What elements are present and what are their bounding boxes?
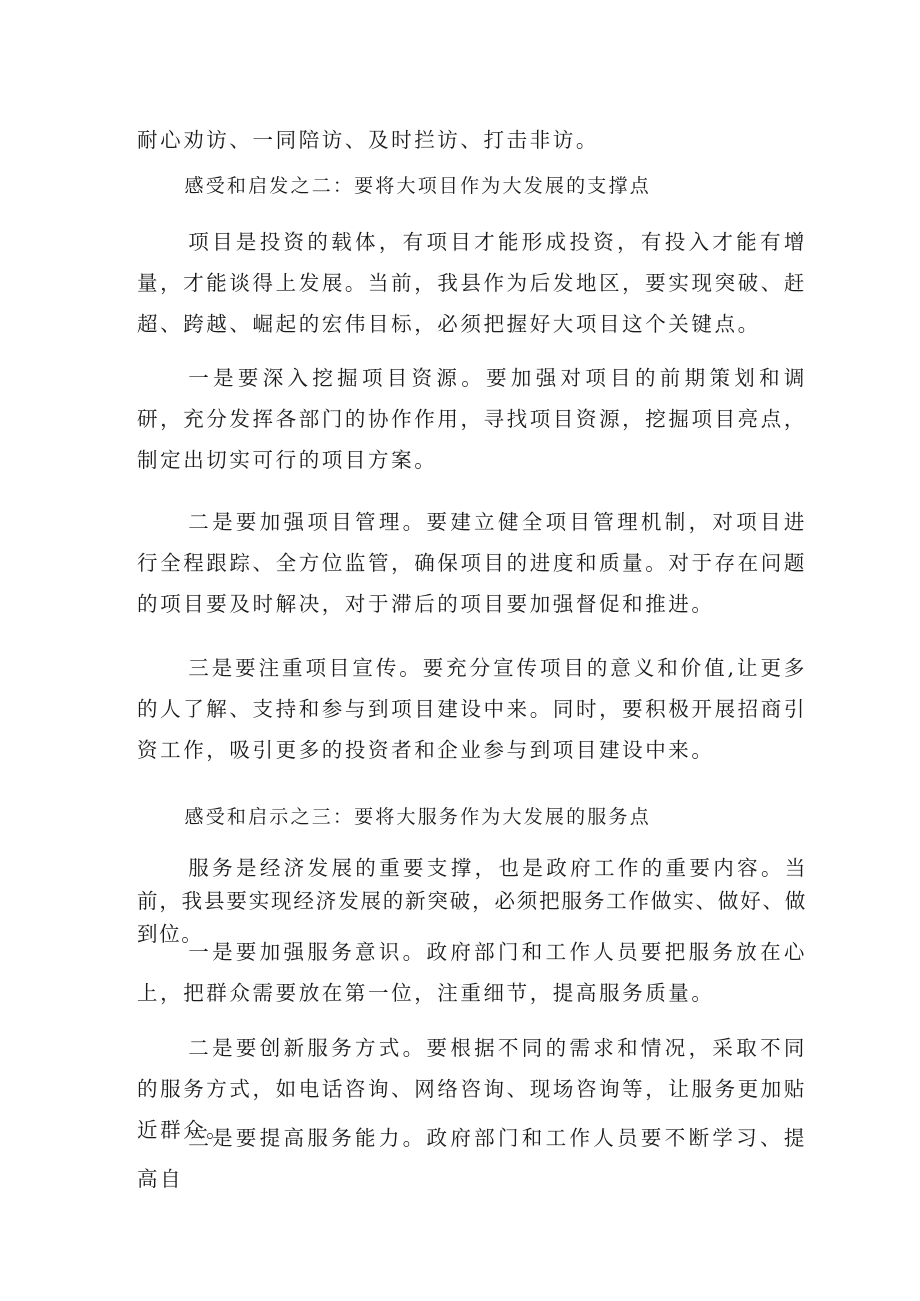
paragraph-project-intro: 项目是投资的载体，有项目才能形成投资，有投入才能有增量，才能谈得上发展。当前，我县作为后发地区，要实现突破、赶超、跨越、崛起的宏伟目标，必须把握好大项目这个关键点。 bbox=[137, 230, 807, 336]
paragraph-service-point-3: 三是要提高服务能力。政府部门和工作人员要不断学习、提高自 bbox=[137, 1126, 807, 1191]
paragraph-continuation: 耐心劝访、一同陪访、及时拦访、打击非访。 bbox=[137, 128, 599, 152]
paragraph-service-intro: 服务是经济发展的重要支撑，也是政府工作的重要内容。当前，我县要实现经济发展的新突破，必须把服务工作做实、做好、做到位。 bbox=[137, 856, 807, 946]
paragraph-service-point-2: 二是要创新服务方式。要根据不同的需求和情况，采取不同的服务方式，如电话咨询、网络咨询、现场咨询等，让服务更加贴近群众。 bbox=[137, 1036, 807, 1142]
section-heading-2: 感受和启发之二：要将大项目作为大发展的支撑点 bbox=[184, 175, 651, 197]
section-heading-3: 感受和启示之三：要将大服务作为大发展的服务点 bbox=[184, 806, 651, 828]
paragraph-service-point-1: 一是要加强服务意识。政府部门和工作人员要把服务放在心上，把群众需要放在第一位，注重细节，提高服务质量。 bbox=[137, 940, 807, 1005]
paragraph-project-point-3: 三是要注重项目宣传。要充分宣传项目的意义和价值,让更多的人了解、支持和参与到项目建设中来。同时，要积极开展招商引资工作，吸引更多的投资者和企业参与到项目建设中来。 bbox=[137, 656, 807, 762]
paragraph-project-point-2: 二是要加强项目管理。要建立健全项目管理机制，对项目进行全程跟踪、全方位监管，确保项目的进度和质量。对于存在问题的项目要及时解决，对于滞后的项目要加强督促和推进。 bbox=[137, 510, 807, 616]
paragraph-project-point-1: 一是要深入挖掘项目资源。要加强对项目的前期策划和调研，充分发挥各部门的协作作用，寻找项目资源，挖掘项目亮点，制定出切实可行的项目方案。 bbox=[137, 366, 807, 472]
